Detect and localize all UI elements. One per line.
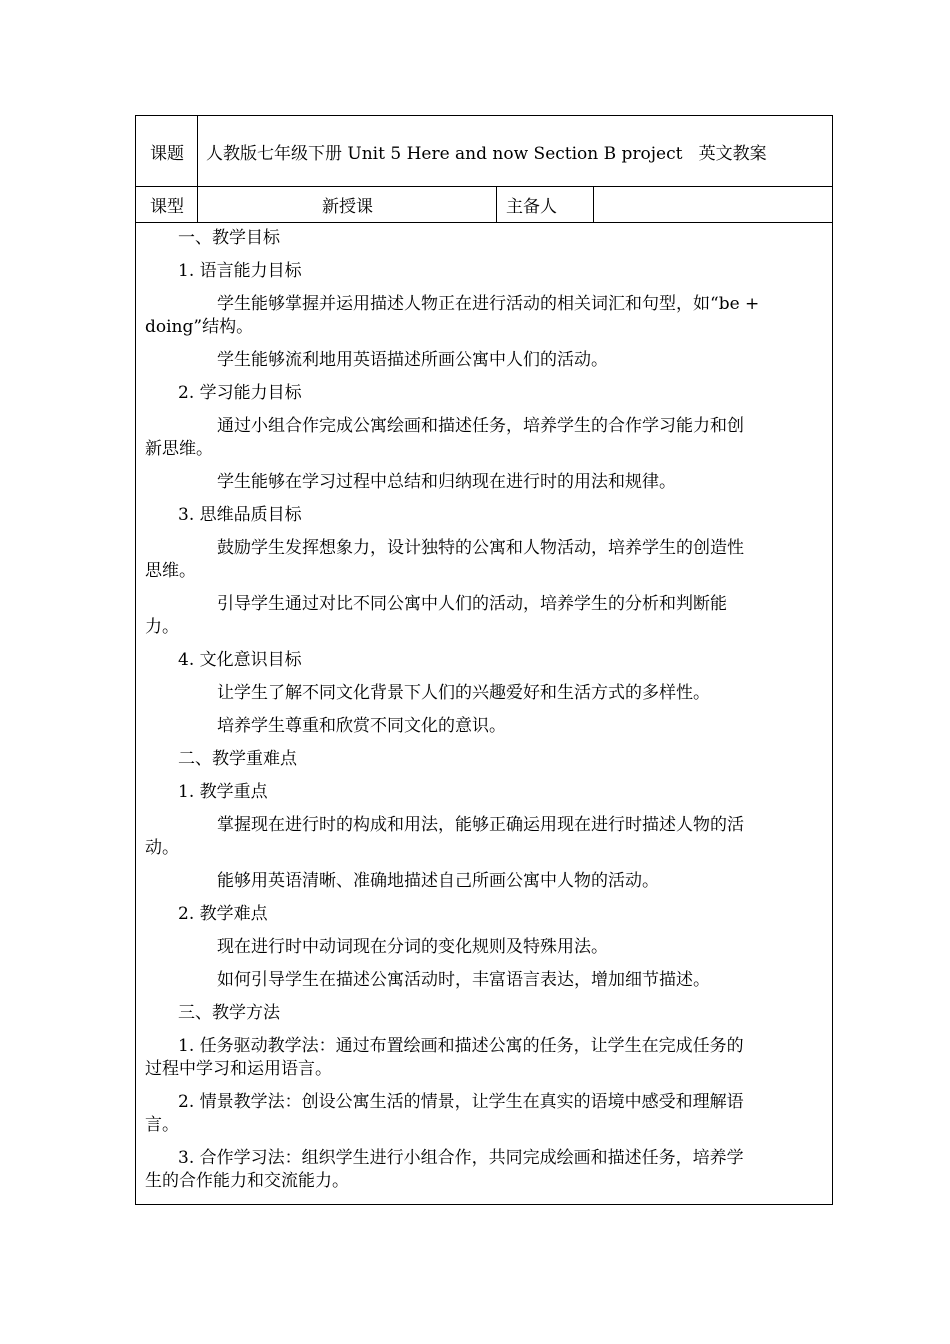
text-line: 引导学生通过对比不同公寓中人们的活动，培养学生的分析和判断能: [217, 594, 727, 614]
text-line: 生的合作能力和交流能力。: [145, 1171, 349, 1191]
text-line: 培养学生尊重和欣赏不同文化的意识。: [217, 716, 506, 736]
type-value: 新授课: [322, 197, 373, 217]
paragraph: [145, 471, 822, 494]
section-heading: [145, 748, 822, 771]
text-line: 3. 合作学习法：组织学生进行小组合作，共同完成绘画和描述任务，培养学: [178, 1148, 744, 1168]
text-line: 三、教学方法: [178, 1003, 280, 1023]
text-line: 动。: [145, 838, 179, 858]
section-heading: [145, 227, 822, 250]
paragraph: [145, 682, 822, 705]
text-line: 学生能够掌握并运用描述人物正在进行活动的相关词汇和句型，如“be +: [217, 294, 760, 314]
lesson-content: [136, 223, 832, 1193]
topic-value: 人教版七年级下册 Unit 5 Here and now Section B project 英文教案: [206, 143, 767, 164]
subsection-heading: [145, 649, 822, 672]
paragraph: [145, 715, 822, 738]
paragraph: [145, 1091, 822, 1137]
text-line: 4. 文化意识目标: [178, 650, 302, 670]
paragraph: [145, 349, 822, 372]
topic-label: 课题: [150, 143, 184, 164]
paragraph: [145, 814, 822, 860]
section-heading: [145, 1002, 822, 1025]
text-line: doing”结构。: [145, 317, 254, 337]
text-line: 1. 语言能力目标: [178, 261, 302, 281]
text-line: 1. 任务驱动教学法：通过布置绘画和描述公寓的任务，让学生在完成任务的: [178, 1036, 744, 1056]
subsection-heading: [145, 781, 822, 804]
paragraph: [145, 1147, 822, 1193]
paragraph: [145, 537, 822, 583]
text-line: 鼓励学生发挥想象力，设计独特的公寓和人物活动，培养学生的创造性: [217, 538, 744, 558]
paragraph: [145, 415, 822, 461]
text-line: 思维。: [145, 561, 196, 581]
text-line: 让学生了解不同文化背景下人们的兴趣爱好和生活方式的多样性。: [217, 683, 710, 703]
text-line: 学生能够在学习过程中总结和归纳现在进行时的用法和规律。: [217, 472, 676, 492]
text-line: 二、教学重难点: [178, 749, 297, 769]
text-line: 学生能够流利地用英语描述所画公寓中人们的活动。: [217, 350, 608, 370]
text-line: 新思维。: [145, 439, 213, 459]
preparer-value: [594, 186, 832, 223]
text-line: 3. 思维品质目标: [178, 505, 302, 525]
text-line: 2. 情景教学法：创设公寓生活的情景，让学生在真实的语境中感受和理解语: [178, 1092, 744, 1112]
subsection-heading: [145, 504, 822, 527]
text-line: 过程中学习和运用语言。: [145, 1059, 332, 1079]
preparer-label: 主备人: [506, 197, 557, 217]
paragraph: [145, 969, 822, 992]
text-line: 如何引导学生在描述公寓活动时，丰富语言表达，增加细节描述。: [217, 970, 710, 990]
text-line: 2. 学习能力目标: [178, 383, 302, 403]
text-line: 现在进行时中动词现在分词的变化规则及特殊用法。: [217, 937, 608, 957]
paragraph: [145, 293, 822, 339]
type-label: 课型: [150, 197, 184, 217]
text-line: 1. 教学重点: [178, 782, 268, 802]
text-line: 一、教学目标: [178, 228, 280, 248]
text-line: 力。: [145, 617, 179, 637]
paragraph: [145, 870, 822, 893]
text-line: 通过小组合作完成公寓绘画和描述任务，培养学生的合作学习能力和创: [217, 416, 744, 436]
lesson-plan-table: [135, 115, 833, 1205]
paragraph: [145, 936, 822, 959]
paragraph: [145, 593, 822, 639]
subsection-heading: [145, 382, 822, 405]
column-divider: [496, 186, 497, 223]
text-line: 言。: [145, 1115, 179, 1135]
subsection-heading: [145, 903, 822, 926]
text-line: 掌握现在进行时的构成和用法，能够正确运用现在进行时描述人物的活: [217, 815, 744, 835]
paragraph: [145, 1035, 822, 1081]
subsection-heading: [145, 260, 822, 283]
text-line: 能够用英语清晰、准确地描述自己所画公寓中人物的活动。: [217, 871, 659, 891]
text-line: 2. 教学难点: [178, 904, 268, 924]
